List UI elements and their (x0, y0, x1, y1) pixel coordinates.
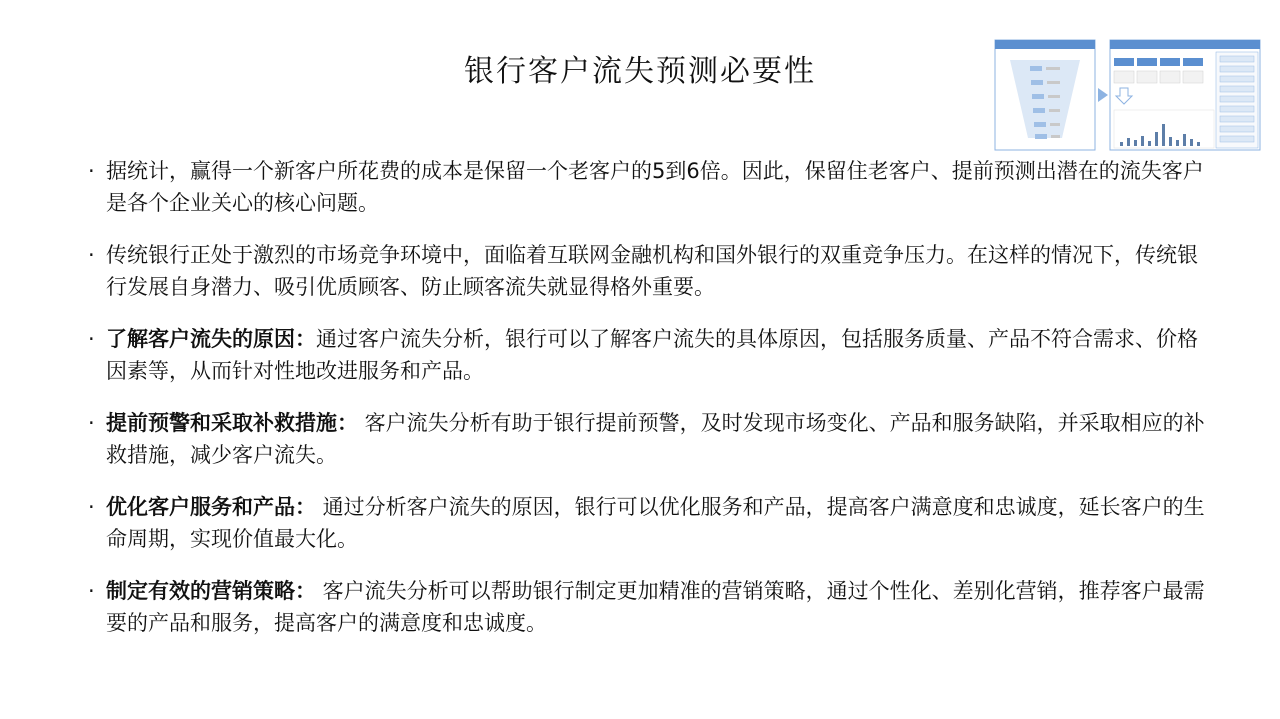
thumb-side-item (1220, 66, 1254, 72)
bullet-text: 客户流失分析有助于银行提前预警，及时发现市场变化、产品和服务缺陷，并采取相应的补救措施，减少客户流失。 (106, 411, 1205, 467)
thumb-chart-bar (1162, 124, 1165, 146)
thumb-funnel-bar (1030, 66, 1042, 71)
bullet-marker: · (88, 411, 95, 435)
thumb-chart-bar (1183, 134, 1186, 146)
thumb-funnel-bar (1032, 94, 1044, 99)
thumb-funnel-label (1048, 95, 1060, 98)
bullet-marker: · (88, 579, 95, 603)
thumb-step-box (1183, 58, 1203, 66)
bullet-list (86, 155, 1206, 639)
thumb-step-box (1114, 58, 1134, 66)
bullet-heading: 了解客户流失的原因： (106, 327, 316, 351)
bullet-text: 传统银行正处于激烈的市场竞争环境中，面临着互联网金融机构和国外银行的双重竞争压力。在这样的情况下，传统银行发展自身潜力、吸引优质顾客、防止顾客流失就显得格外重要。 (106, 243, 1198, 299)
thumb-header-right (1110, 40, 1260, 49)
bullet-item (86, 407, 1206, 471)
thumb-side-item (1220, 136, 1254, 142)
churn-funnel-thumbnail (992, 38, 1262, 152)
bullet-heading: 制定有效的营销策略： (106, 579, 316, 603)
thumb-chart-bar (1155, 132, 1158, 146)
bullet-marker: · (88, 495, 95, 519)
thumb-side-item (1220, 86, 1254, 92)
thumb-side-item (1220, 106, 1254, 112)
thumb-chart-bar (1148, 141, 1151, 146)
thumb-metric-box (1183, 71, 1203, 83)
thumb-side-item (1220, 56, 1254, 62)
thumb-arrow (1098, 88, 1108, 102)
thumb-chart-bar (1141, 136, 1144, 146)
thumb-funnel-bar (1031, 80, 1043, 85)
thumb-funnel-bar (1035, 134, 1047, 139)
thumb-step-box (1160, 58, 1180, 66)
thumb-chart-bar (1176, 140, 1179, 146)
thumb-funnel-label (1050, 123, 1060, 126)
thumb-chart-bar (1127, 138, 1130, 146)
bullet-text: 据统计，赢得一个新客户所花费的成本是保留一个老客户的5到6倍。因此，保留住老客户、提前预测出潜在的流失客户是各个企业关心的核心问题。 (106, 159, 1204, 215)
bullet-heading: 提前预警和采取补救措施： (106, 411, 358, 435)
bullet-heading: 优化客户服务和产品： (106, 495, 316, 519)
page-title: 银行客户流失预测必要性 (464, 54, 816, 89)
thumb-funnel-label (1051, 135, 1060, 138)
thumb-chart-bar (1120, 142, 1123, 146)
thumb-header-left (995, 40, 1095, 49)
bullet-text: 通过分析客户流失的原因，银行可以优化服务和产品，提高客户满意度和忠诚度，延长客户的生命周期，实现价值最大化。 (106, 495, 1205, 551)
bullet-item (86, 491, 1206, 555)
thumb-metric-box (1160, 71, 1180, 83)
thumb-funnel-bar (1034, 122, 1046, 127)
thumb-step-box (1137, 58, 1157, 66)
bullet-item (86, 155, 1206, 219)
thumb-side-item (1220, 76, 1254, 82)
thumb-side-item (1220, 96, 1254, 102)
thumb-metric-box (1114, 71, 1134, 83)
thumb-funnel-label (1047, 81, 1060, 84)
thumb-chart-bar (1134, 140, 1137, 146)
bullet-item (86, 239, 1206, 303)
bullet-text: 通过客户流失分析，银行可以了解客户流失的具体原因，包括服务质量、产品不符合需求、价格因素等，从而针对性地改进服务和产品。 (106, 327, 1198, 383)
thumb-chart-bar (1190, 139, 1193, 146)
bullet-item (86, 575, 1206, 639)
bullet-text: 客户流失分析可以帮助银行制定更加精准的营销策略，通过个性化、差别化营销，推荐客户最需要的产品和服务，提高客户的满意度和忠诚度。 (106, 579, 1205, 635)
thumb-side-item (1220, 126, 1254, 132)
thumb-chart-bar (1197, 142, 1200, 146)
bullet-marker: · (88, 243, 95, 267)
thumb-metric-box (1137, 71, 1157, 83)
thumb-funnel-label (1046, 67, 1060, 70)
bullet-marker: · (88, 159, 95, 183)
thumb-chart-bar (1169, 137, 1172, 146)
thumb-funnel-label (1049, 109, 1060, 112)
bullet-item (86, 323, 1206, 387)
thumb-funnel-bar (1033, 108, 1045, 113)
bullet-marker: · (88, 327, 95, 351)
thumb-side-item (1220, 116, 1254, 122)
